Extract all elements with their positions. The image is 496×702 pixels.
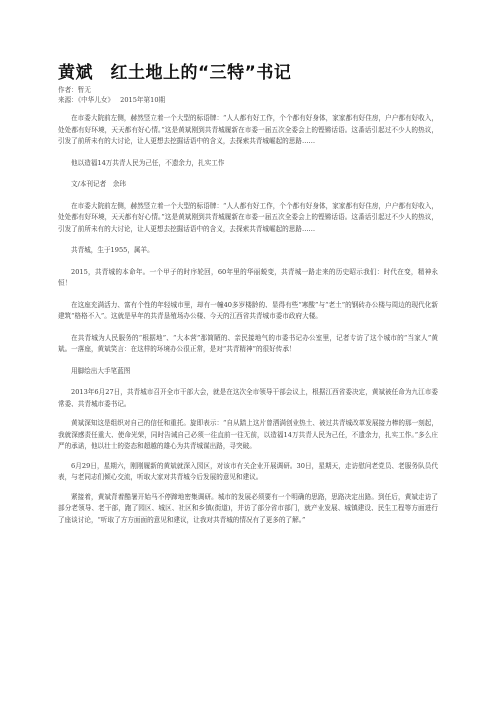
paragraph-byline: 文/本刊记者 余玮 [71, 180, 126, 188]
paragraph: 2015，共青城的本命年。一个甲子的时序轮回，60年里的华丽蜕变，共青城一路走来的历史昭示我们：时代在变，精神永恒！ [58, 267, 438, 287]
paragraph: 2013年6月27日，共青城市召开全市干部大会，就是在这次全市领导干部会议上，根据江西省委决定，黄斌被任命为九江市委常委、共青城市委书记。 [58, 388, 438, 408]
paragraph: 在共青城为人民服务的“根据地”、“大本营”那简陋的、亲民接地气的市委书记办公室里，记者专访了这个城市的“当家人”黄斌。一落座，黄斌笑言：在这样的环境办公很正常，是对“共青精神”的很好传承！ [58, 333, 438, 353]
paragraph-intro: 在市委大院前左侧，赫然竖立着一个大型的标语牌：“人人都有好工作，个个都有好身体，家家都有好住房，户户都有好收入，处处都有好环境，天天都有好心情。”这是黄斌刚到共青城履新在市委一届五次全委会上的铿锵话语。这番话引起过不少人的热议，引发了前所未有的大讨论，让人更想去挖掘话语中的含义，去探索共青城崛起的思路…… [58, 114, 438, 145]
paragraph: 紧接着，黄斌背着酷暑开始马不停蹄地密集调研。城市的发展必须要有一个明确的思路，思路决定出路。到任后，黄斌走访了部分老领导、老干部，跑了园区、城区、社区和乡镇(街道)，并访了部分省市部门，就产业发展、城镇建设、民生工程等方面进行了座谈讨论，“听取了方方面面的意见和建议，让我对共青城的情况有了更多的了解。” [58, 492, 438, 524]
paragraph: 共青城，生于1955，属羊。 [71, 246, 154, 254]
article-title: 黄斌 红土地上的“三特”书记 [58, 63, 292, 83]
source-line [58, 95, 438, 105]
section-heading: 用脚绘出大手笔蓝图 [71, 366, 131, 375]
paragraph: 黄斌深知这是组织对自己的信任和重托。旋即表示：“自从踏上这片曾洒满创业热土、被过共青城改革发展接力棒的那一刻起，我就深感责任重大、使命光荣，同时告诫自己必须一往直前一往无前，以造福14万共青人民为己任，不遗余力，扎实工作。”多么庄严的承诺，他以壮士的姿态和超越的雄心为共青城谋出路，寻突破。 [58, 419, 438, 450]
paragraph: 在这座充满活力、富有个性的年轻城市里，却有一幢40多岁楼龄的、显得有些“寒酸”与“老土”的钢砖办公楼与周边的现代化新建筑“格格不入”。这就是早年的共青垦殖场办公楼、今天的江西省共青城市委市政府大楼。 [58, 300, 438, 320]
author-line [58, 85, 438, 95]
author-label: 作者： [58, 86, 78, 94]
paragraph-lead: 在市委大院前左侧，赫然竖立着一个大型的标语牌：“人人都有好工作，个个都有好身体，家家都有好住房，户户都有好收入，处处都有好环境，天天都有好心情。”这是黄斌刚到共青城履新在市委一届五次全委会上的铿锵话语。这番话引起过不少人的热议，引发了前所未有的大讨论，让人更想去挖掘话语中的含义，去探索共青城崛起的思路…… [58, 201, 438, 233]
article-body [58, 113, 438, 526]
source-value: 《中华儿女》 [77, 96, 115, 104]
issue-value: 2015年第10期 [120, 96, 166, 104]
author-value: 暂无 [77, 86, 91, 94]
source-label: 来源： [58, 96, 78, 104]
paragraph-subtitle: 他以造福14万共青人民为己任，不遗余力，扎实工作 [71, 158, 225, 167]
paragraph: 6月29日，星期六，刚刚履新的黄斌就深入园区，对该市有关企业开展调研。30日，星期天，走访慰问老党员、老服务队员代表，与老同志们倾心交流，听取大家对共青城今后发展的意见和建议。 [58, 461, 438, 481]
